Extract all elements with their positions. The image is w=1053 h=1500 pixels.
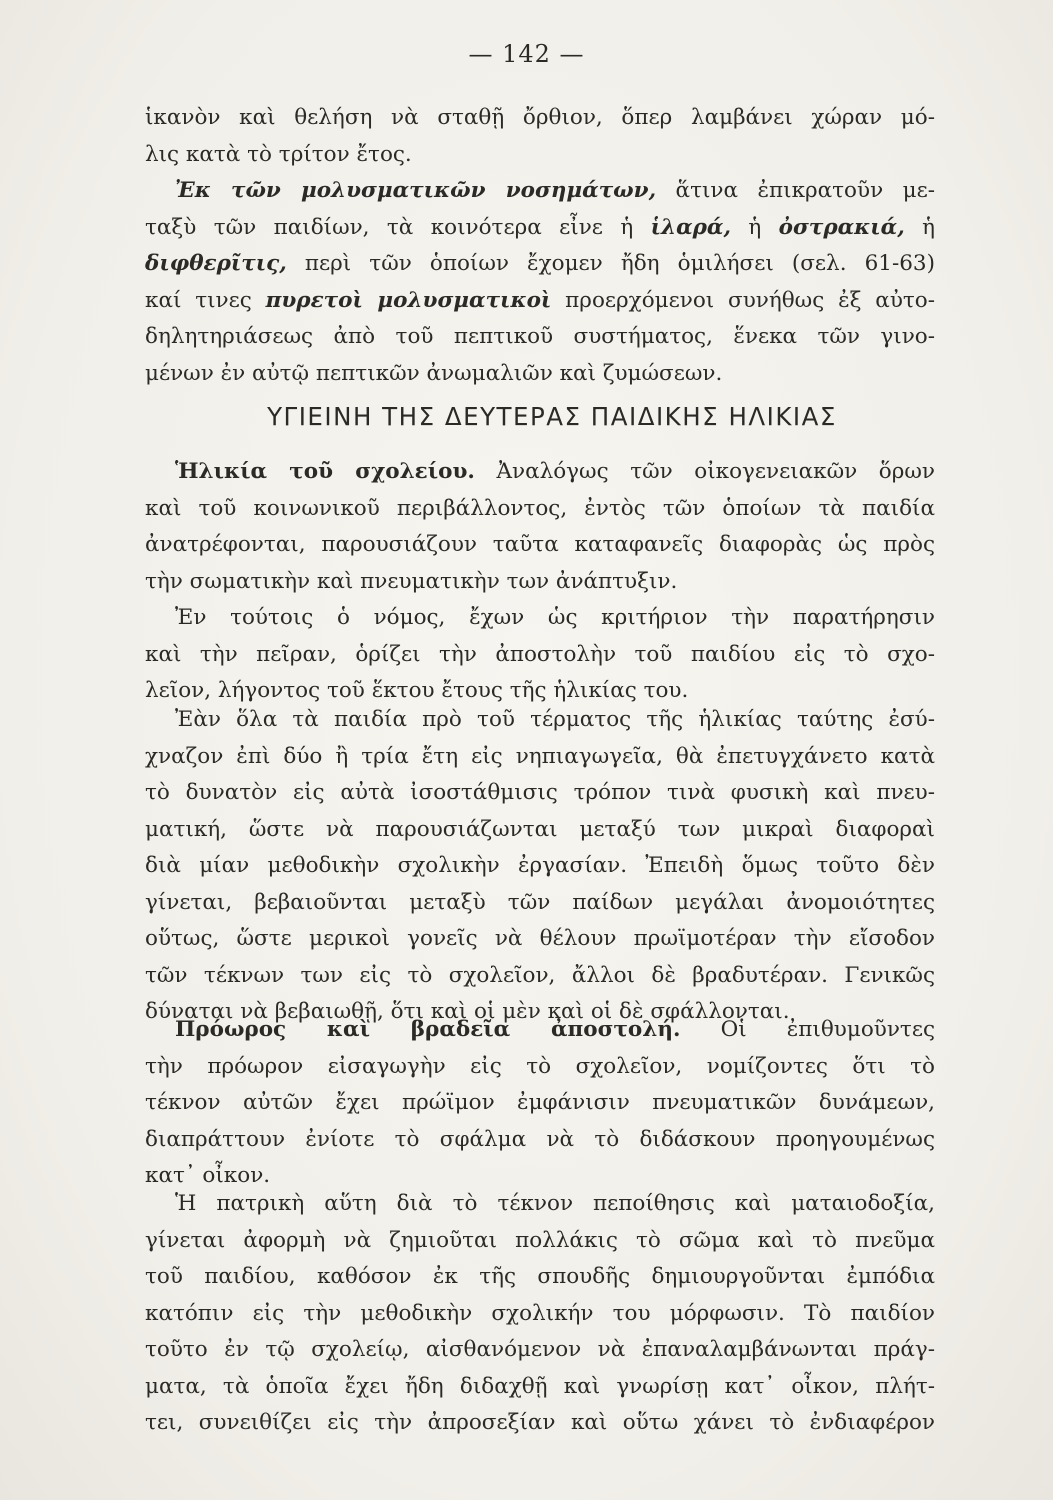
- text-line: χναζον ἐπὶ δύο ἢ τρία ἔτη εἰς νηπιαγωγεῖα, θὰ ἐπετυγχάνετο κατὰ: [145, 743, 935, 769]
- paragraph-early-late: [145, 1012, 935, 1195]
- text-line: λεῖον, λήγοντος τοῦ ἕκτου ἔτους τῆς ἡλικίας του.: [145, 678, 689, 703]
- emphasis-term: διφθερῖτις,: [145, 251, 287, 276]
- text-line: Πρόωρος καὶ βραδεῖα ἀποστολή. Οἱ ἐπιθυμοῦντες: [175, 1017, 935, 1042]
- text-line: τῶν τέκνων των εἰς τὸ σχολεῖον, ἄλλοι δὲ βραδυτέραν. Γενικῶς: [145, 962, 935, 988]
- text-line: οὕτως, ὥστε μερικοὶ γονεῖς νὰ θέλουν πρωϊμοτέραν τὴν εἴσοδον: [145, 926, 935, 951]
- text-line: τέκνον αὐτῶν ἔχει πρώϊμον ἐμφάνισιν πνευματικῶν δυνάμεων,: [145, 1090, 935, 1115]
- emphasis-term: ἱλαρά,: [650, 214, 731, 240]
- text-line: λις κατὰ τὸ τρίτον ἔτος.: [145, 141, 412, 167]
- emphasis-term: πυρετοὶ μολυσματικοὶ: [265, 287, 552, 313]
- section-heading: ΥΓΙΕΙΝΗ ΤΗΣ ΔΕΥΤΕΡΑΣ ΠΑΙΔΙΚΗΣ ΗΛΙΚΙΑΣ: [267, 402, 837, 431]
- text-line: διὰ μίαν μεθοδικὴν σχολικὴν ἐργασίαν. Ἐπειδὴ ὅμως τοῦτο δὲν: [145, 853, 935, 878]
- paragraph-continuation: [145, 100, 935, 173]
- text-line: τὴν σωματικὴν καὶ πνευματικὴν των ἀνάπτυξιν.: [145, 568, 678, 594]
- subheading: Πρόωρος καὶ βραδεῖα ἀποστολή.: [175, 1017, 681, 1042]
- text-line: διφθερῖτις, περὶ τῶν ὁποίων ἔχομεν ἤδη ὁμιλήσει (σελ. 61-63): [145, 251, 935, 276]
- paragraph-kindergarten: [145, 702, 935, 1031]
- text-line: Ἐκ τῶν μολυσματικῶν νοσημάτων, ἅτινα ἐπικρατοῦν με-: [175, 178, 936, 203]
- text-line: ματική, ὥστε νὰ παρουσιάζωνται μεταξύ των μικραὶ διαφοραὶ: [145, 816, 935, 842]
- text-line: γίνεται, βεβαιοῦνται μεταξὺ τῶν παίδων μεγάλαι ἀνομοιότητες: [145, 889, 935, 915]
- text-line: τοῦτο ἐν τῷ σχολείῳ, αἰσθανόμενον νὰ ἐπαναλαμβάνωνται πράγ-: [145, 1337, 935, 1362]
- text-line: καί τινες πυρετοὶ μολυσματικοὶ προερχόμενοι συνήθως ἐξ αὐτο-: [145, 287, 935, 313]
- text-line: καὶ τοῦ κοινωνικοῦ περιβάλλοντος, ἐντὸς τῶν ὁποίων τὰ παιδία: [145, 495, 935, 521]
- text-line: καὶ τὴν πεῖραν, ὁρίζει τὴν ἀποστολὴν τοῦ παιδίου εἰς τὸ σχο-: [145, 641, 935, 667]
- paragraph-infectious-diseases: [145, 173, 935, 392]
- text-line: τὴν πρόωρον εἰσαγωγὴν εἰς τὸ σχολεῖον, νομίζοντες ὅτι τὸ: [145, 1053, 935, 1079]
- text-line: Ἐὰν ὅλα τὰ παιδία πρὸ τοῦ τέρματος τῆς ἡλικίας ταύτης ἐσύ-: [175, 707, 935, 732]
- text-line: ἱκανὸν καὶ θελήση νὰ σταθῇ ὄρθιον, ὅπερ λαμβάνει χώραν μό-: [145, 105, 935, 130]
- paragraph-law: [145, 600, 935, 710]
- page-number: — 142 —: [468, 40, 585, 68]
- emphasis-term: ὀστρακιά,: [778, 214, 905, 240]
- text-line: δύναται νὰ βεβαιωθῇ, ὅτι καὶ οἱ μὲν καὶ οἱ δὲ σφάλλονται.: [145, 999, 790, 1024]
- text-line: δηλητηριάσεως ἀπὸ τοῦ πεπτικοῦ συστήματος, ἕνεκα τῶν γινο-: [145, 324, 935, 349]
- text-line: Ἡ πατρικὴ αὕτη διὰ τὸ τέκνον πεποίθησις καὶ ματαιοδοξία,: [175, 1191, 935, 1216]
- text-line: μένων ἐν αὐτῷ πεπτικῶν ἀνωμαλιῶν καὶ ζυμώσεων.: [145, 360, 723, 386]
- text-line: κατόπιν εἰς τὴν μεθοδικὴν σχολικήν του μόρφωσιν. Τὸ παιδίον: [145, 1300, 935, 1326]
- text-line: κατ᾿ οἶκον.: [145, 1163, 271, 1188]
- text-line: τὸ δυνατὸν εἰς αὐτὰ ἰσοστάθμισις τρόπον τινὰ φυσικὴ καὶ πνευ-: [145, 780, 935, 805]
- text-line: ματα, τὰ ὁποῖα ἔχει ἤδη διδαχθῇ καὶ γνωρίσῃ κατ᾿ οἶκον, πλήτ-: [145, 1373, 935, 1399]
- emphasis-term: Ἐκ τῶν μολυσματικῶν νοσημάτων,: [175, 178, 657, 203]
- text-line: ταξὺ τῶν παιδίων, τὰ κοινότερα εἶνε ἡ ἱλαρά, ἡ ὀστρακιά, ἡ: [145, 214, 935, 240]
- text-line: τει, συνειθίζει εἰς τὴν ἀπροσεξίαν καὶ οὕτω χάνει τὸ ἐνδιαφέρον: [145, 1410, 935, 1435]
- text-line: διαπράττουν ἐνίοτε τὸ σφάλμα νὰ τὸ διδάσκουν προηγουμένως: [145, 1126, 935, 1152]
- text-line: ἀνατρέφονται, παρουσιάζουν ταῦτα καταφανεῖς διαφορὰς ὡς πρὸς: [145, 532, 935, 557]
- subheading: Ἡλικία τοῦ σχολείου.: [175, 459, 475, 484]
- text-line: Ἐν τούτοις ὁ νόμος, ἔχων ὡς κριτήριον τὴν παρατήρησιν: [175, 605, 935, 630]
- text-line: γίνεται ἀφορμὴ νὰ ζημιοῦται πολλάκις τὸ σῶμα καὶ τὸ πνεῦμα: [145, 1227, 935, 1253]
- text-line: τοῦ παιδίου, καθόσον ἐκ τῆς σπουδῆς δημιουργοῦνται ἐμπόδια: [145, 1264, 935, 1289]
- paragraph-paternal-vanity: [145, 1186, 935, 1442]
- paragraph-school-age: [145, 454, 935, 600]
- text-line: Ἡλικία τοῦ σχολείου. Ἀναλόγως τῶν οἰκογενειακῶν ὅρων: [175, 459, 935, 484]
